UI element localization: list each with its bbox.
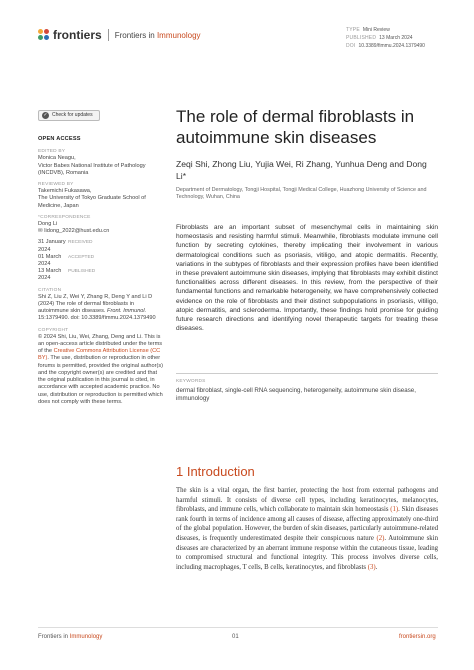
date-received-value: 31 January 2024	[38, 239, 66, 253]
footer-journal-name: Immunology	[69, 634, 103, 640]
keywords-label: KEYWORDS	[176, 379, 206, 384]
copyright-pre: © 2024 Shi, Liu, Wei, Zhang, Deng and Li. This is an open-access article distributed under the terms of the	[38, 333, 163, 355]
meta-doi	[346, 42, 425, 50]
reviewed-by-label: REVIEWED BY	[38, 182, 74, 188]
editor: Monica Neagu, Victor Babes National Institute of Pathology (INCDVB), Romania	[38, 155, 146, 176]
brand-name: frontiers	[53, 28, 102, 42]
date-received-key: RECEIVED	[68, 240, 93, 246]
journal-prefix: Frontiers in	[114, 30, 155, 40]
footer-divider	[38, 627, 438, 628]
author-list: Zeqi Shi, Zhong Liu, Yujia Wei, Ri Zhang, Yunhua Deng and Dong Li*	[176, 159, 427, 181]
check-updates-icon: ✓	[43, 112, 48, 118]
article-sidebar	[38, 110, 164, 406]
abstract: Fibroblasts are an important subset of mesenchymal cells in maintaining skin homeostasis and resisting harmful stimuli. Meanwhile, fibroblasts modulate immune cell function by secreting cytokines, thereby implicating their involvement in various dermatological conditions such as psoriasis, vitiligo, and atopic dermatitis. Recently, variations in the subtypes of fibroblasts and their expression profiles have been identified in these prevalent autoimmune skin diseases, implying that fibroblasts may exhibit distinct functionalities across different diseases. In this review, from the perspective of their fundamental functions and remarkable heterogeneity, we have comprehensively collected evidence on the role of fibroblasts and their distinct subpopulations in psoriasis, vitiligo, atopic dermatitis, and scleroderma. Importantly, these findings hold promise for guiding future research directions and identifying novel therapeutic targets for treating these diseases.	[176, 224, 438, 333]
page-number: 01	[232, 634, 239, 640]
date-accepted	[38, 254, 164, 268]
journal-name: Immunology	[156, 30, 201, 40]
introduction-paragraph	[176, 486, 438, 572]
date-published-value: 13 March 2024	[38, 268, 62, 282]
date-published	[38, 268, 164, 282]
footer-journal-prefix: Frontiers in	[38, 634, 70, 640]
meta-published-value: 13 March 2024	[379, 35, 413, 41]
affiliation: Department of Dermatology, Tongji Hospital, Tongji Medical College, Huazhong University of Science and Technology, Wuhan, China	[176, 187, 427, 200]
section-heading-introduction: 1 Introduction	[176, 464, 255, 479]
date-accepted-value: 01 March 2024	[38, 253, 62, 268]
copyright-post: . The use, distribution or reproduction in other forums is permitted, provided the original author(s) and the copyright owner(s) are credited and that the original publication in this journal is cited, in accordance with accepted academic practice. No use, distribution or reproduction is permitted which does not comply with these terms.	[38, 355, 163, 405]
date-accepted-key: ACCEPTED	[68, 254, 95, 260]
reviewer: Takemichi Fukasawa, The University of Tokyo Graduate School of Medicine, Japan	[38, 188, 146, 209]
journal-title	[115, 31, 201, 40]
citation-journal: Front. Immunol.	[107, 308, 147, 315]
open-access-label: OPEN ACCESS	[38, 136, 81, 142]
meta-type-key: TYPE	[346, 27, 360, 33]
reference-link-3[interactable]: (3)	[367, 563, 376, 571]
header-divider	[108, 29, 109, 41]
footer-journal[interactable]	[38, 634, 102, 640]
copyright-label: COPYRIGHT	[38, 327, 69, 333]
article-meta	[346, 26, 425, 50]
citation-text: Shi Z, Liu Z, Wei Y, Zhang R, Deng Y and Li D (2024) The role of dermal fibroblasts in autoimmune skin diseases.	[38, 293, 153, 315]
intro-text-4: .	[375, 563, 378, 571]
meta-doi-key: DOI	[346, 43, 356, 49]
page-header	[38, 26, 438, 56]
meta-type	[346, 26, 425, 34]
citation-label: CITATION	[38, 287, 62, 293]
intro-text-3: . Autoimmune skin diseases are characterized by an aberrant immune response within the cutaneous tissue, leading to compromised structural and functional integrity. This process involves diverse cells, including macrophages, T cells, B cells, keratinocytes, and fibroblasts	[176, 534, 438, 571]
intro-text-1: The skin is a vital organ, the first barrier, protecting the host from external pathogens and harmful stimuli. It consists of diverse cell types, including keratinocytes, melanocytes, fibroblasts, and immune cells, which collaborate to maintain skin homeostasis	[176, 487, 438, 514]
meta-published	[346, 34, 425, 42]
correspondence-email[interactable]: ✉ lidong_2022@hust.edu.cn	[38, 228, 110, 235]
meta-doi-value[interactable]: 10.3389/fimmu.2024.1379490	[358, 43, 425, 49]
article-main	[176, 106, 438, 333]
article-title: The role of dermal fibroblasts in autoimmune skin diseases	[176, 107, 415, 147]
date-received	[38, 239, 164, 253]
check-updates-label: Check for updates	[52, 111, 93, 118]
meta-type-value: Mini Review	[362, 27, 390, 33]
frontiers-logo-icon	[38, 29, 50, 41]
keywords-divider	[176, 373, 438, 374]
reference-link-2[interactable]: (2)	[376, 534, 385, 542]
citation	[38, 294, 164, 323]
check-for-updates-button[interactable]	[38, 110, 100, 121]
cc-license-link[interactable]: Creative Commons Attribution License (CC BY)	[38, 348, 161, 362]
journal-logo[interactable]	[38, 28, 201, 42]
correspondence-label: *CORRESPONDENCE	[38, 214, 91, 220]
reference-link-1[interactable]: (1)	[390, 506, 399, 514]
citation-doi[interactable]: doi: 10.3389/fimmu.2024.1379490	[70, 315, 156, 322]
edited-by-label: EDITED BY	[38, 149, 66, 155]
intro-text-2: . Skin diseases rank fourth in terms of incidence among all causes of disease, affecting approximately one-third of the global population. However, the burden of skin diseases, particularly autoimmune-related diseases, is frequently underestimated despite their conspicuous nature	[176, 506, 439, 542]
meta-published-key: PUBLISHED	[346, 35, 377, 41]
date-published-key: PUBLISHED	[68, 269, 96, 275]
correspondence-name: Dong Li	[38, 221, 58, 228]
citation-volume: 15:1379490.	[38, 315, 70, 322]
copyright-text	[38, 334, 164, 406]
site-link[interactable]: frontiersin.org	[399, 634, 436, 640]
keywords: dermal fibroblast, single-cell RNA sequencing, heterogeneity, autoimmune skin disease, immunology	[176, 387, 416, 403]
